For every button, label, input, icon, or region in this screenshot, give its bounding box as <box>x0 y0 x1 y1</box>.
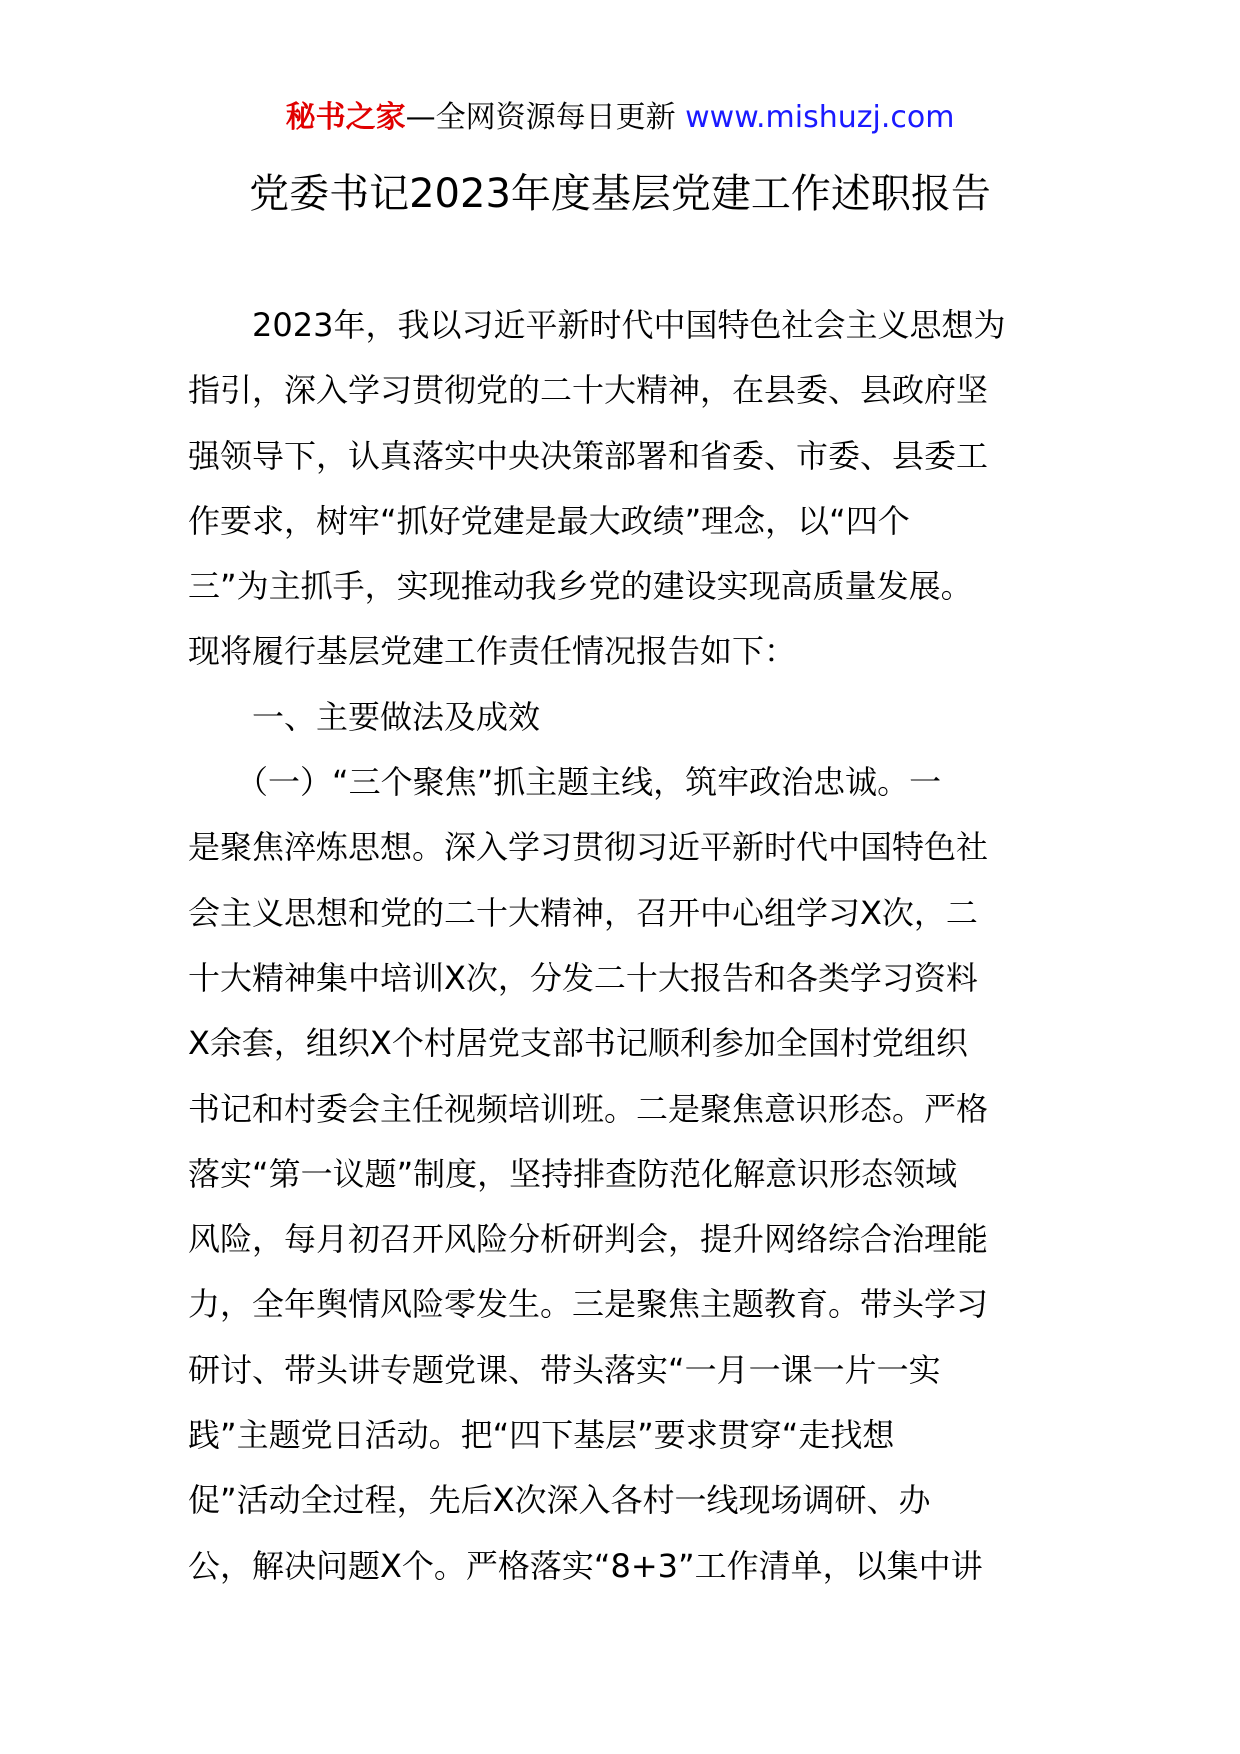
document-title: 党委书记2023年度基层党建工作述职报告 <box>249 171 991 217</box>
section-heading: 一、主要做法及成效 <box>188 697 541 736</box>
body-line: 强领导下，认真落实中央决策部署和省委、市委、县委工 <box>188 436 989 475</box>
site-url-link[interactable]: www.mishuzj.com <box>685 100 955 135</box>
body-line: 三”为主抓手，实现推动我乡党的建设实现高质量发展。 <box>188 567 973 606</box>
body-line: 十大精神集中培训X次，分发二十大报告和各类学习资料 <box>188 958 978 997</box>
body-line: 会主义思想和党的二十大精神，召开中心组学习X次，二 <box>188 893 978 932</box>
brand-name: 秘书之家 <box>285 100 406 135</box>
body-line: 作要求，树牢“抓好党建是最大政绩”理念，以“四个 <box>188 501 910 540</box>
body-line: 2023年，我以习近平新时代中国特色社会主义思想为 <box>188 306 1006 344</box>
body-line: 力，全年舆情风险零发生。三是聚焦主题教育。带头学习 <box>188 1285 989 1324</box>
body-line: 风险，每月初召开风险分析研判会，提升网络综合治理能 <box>188 1220 989 1259</box>
banner-tagline: —全网资源每日更新 <box>405 100 686 135</box>
body-line: X余套，组织X个村居党支部书记顺利参加全国村党组织 <box>188 1024 968 1063</box>
body-line: 落实“第一议题”制度，坚持排查防范化解意识形态领域 <box>188 1154 958 1193</box>
document-body <box>188 293 1058 1599</box>
body-line: 促”活动全过程，先后X次深入各村一线现场调研、办 <box>188 1481 931 1520</box>
body-line: 书记和村委会主任视频培训班。二是聚焦意识形态。严格 <box>188 1089 989 1128</box>
body-line: 践”主题党日活动。把“四下基层”要求贯穿“走找想 <box>188 1416 895 1455</box>
body-line: 研讨、带头讲专题党课、带头落实“一月一课一片一实 <box>188 1350 941 1389</box>
body-line: 是聚焦淬炼思想。深入学习贯彻习近平新时代中国特色社 <box>188 828 989 867</box>
body-line: 现将履行基层党建工作责任情况报告如下： <box>188 632 797 671</box>
body-line: 指引，深入学习贯彻党的二十大精神，在县委、县政府坚 <box>188 371 989 410</box>
site-banner <box>0 98 1240 138</box>
body-line: 公，解决问题X个。严格落实“8+3”工作清单，以集中讲 <box>188 1546 983 1585</box>
subsection-heading: （一）“三个聚焦”抓主题主线，筑牢政治忠诚。一 <box>188 763 942 802</box>
